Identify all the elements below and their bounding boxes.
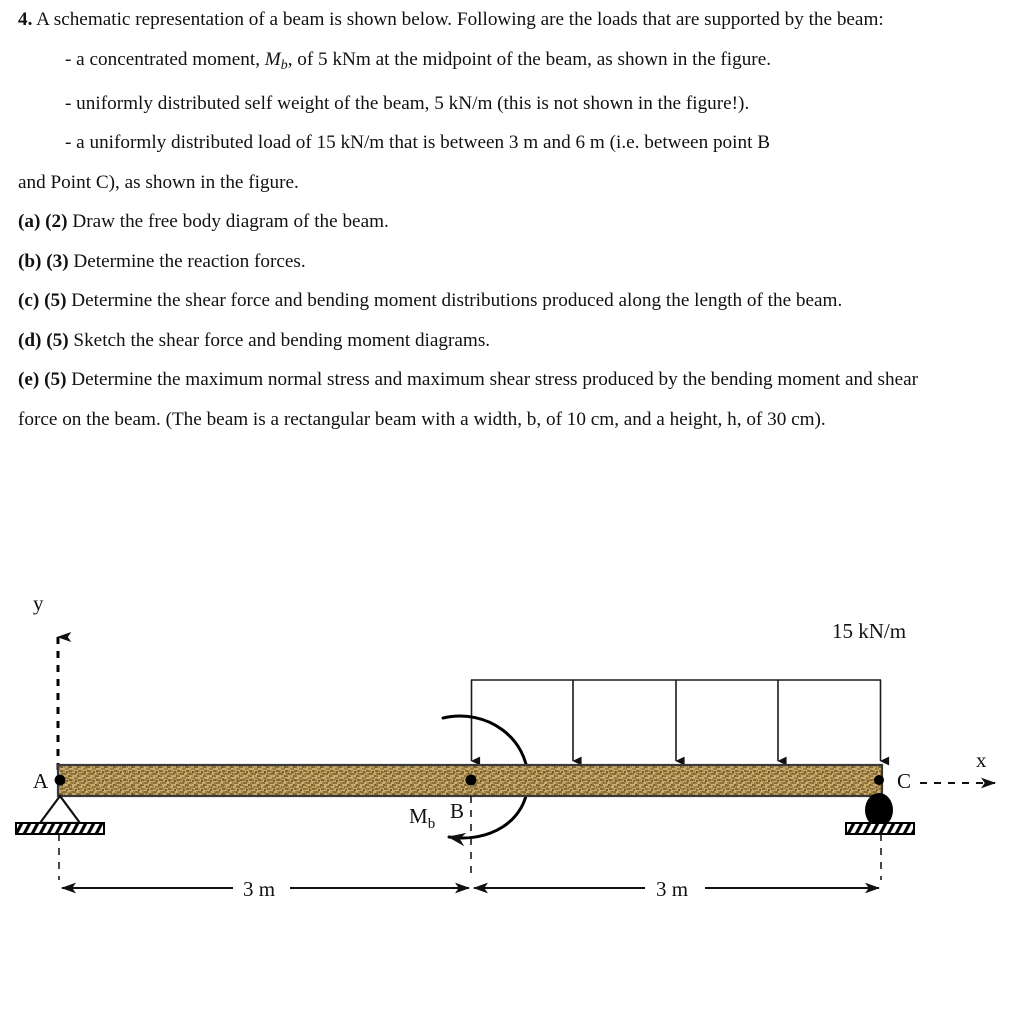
part-d-points: (5)	[46, 329, 69, 351]
part-c-text: Determine the shear force and bending moment distributions produced along the length of the beam.	[71, 290, 843, 312]
bullet-item-selfweight	[18, 84, 918, 124]
dimension-right	[474, 877, 879, 901]
distributed-load-group	[471, 619, 906, 761]
part-e-letter: (e)	[18, 369, 40, 391]
bullet-udl-text: - a uniformly distributed load of 15 kN/m that is between 3 m and 6 m (i.e. between point B	[65, 132, 771, 154]
part-b-text: Determine the reaction forces.	[73, 250, 306, 272]
ground-hatch-a	[16, 823, 104, 834]
problem-number: 4.	[18, 9, 33, 30]
problem-intro	[18, 0, 918, 40]
part-c-points: (5)	[44, 290, 67, 312]
ground-hatch-c	[846, 823, 914, 834]
part-b-points: (3)	[46, 250, 69, 272]
problem-part-e	[18, 360, 918, 439]
problem-intro-text: A schematic representation of a beam is shown below. Following are the loads that are supported by the beam:	[36, 9, 884, 30]
bullet-selfweight-text: - uniformly distributed self weight of the beam, 5 kN/m (this is not shown in the figure!).	[65, 92, 750, 114]
distributed-load-label: 15 kN/m	[832, 619, 907, 643]
dim-left-label: 3 m	[243, 877, 276, 901]
roller-support-c	[846, 793, 914, 834]
roller-ellipse	[865, 793, 893, 827]
y-axis-label: y	[33, 591, 44, 615]
part-e-points: (5)	[44, 369, 67, 391]
bullet-item-udl	[18, 123, 918, 163]
y-axis	[33, 591, 58, 770]
part-c-letter: (c)	[18, 290, 40, 312]
pin-support-a	[16, 796, 104, 834]
beam-schematic-figure	[0, 575, 1016, 925]
problem-part-a	[18, 202, 918, 242]
part-e-text: Determine the maximum normal stress and maximum shear stress produced by the bending moment and shear force on the beam. (The beam is a rectangular beam with a width, b, of 10 cm, and a height, h, of 30 cm).	[18, 369, 919, 430]
bullet-moment-pre: - a concentrated moment,	[65, 48, 265, 70]
bullet-udl-continuation: and Point C), as shown in the figure.	[18, 171, 299, 193]
part-d-letter: (d)	[18, 329, 42, 351]
x-axis-label: x	[976, 748, 987, 772]
node-dot-c	[874, 775, 884, 785]
part-a-letter: (a)	[18, 211, 41, 233]
bullet-moment-post: , of 5 kNm at the midpoint of the beam, as shown in the figure.	[287, 48, 772, 70]
part-d-text: Sketch the shear force and bending moment diagrams.	[73, 329, 491, 351]
problem-statement	[18, 0, 918, 439]
part-a-points: (2)	[45, 211, 68, 233]
point-b-label: B	[450, 799, 465, 823]
bullet-item-moment	[18, 40, 918, 84]
moment-label: $M_b$	[409, 804, 436, 832]
x-axis	[920, 748, 995, 783]
part-b-letter: (b)	[18, 250, 42, 272]
part-a-text: Draw the free body diagram of the beam.	[72, 211, 389, 233]
problem-part-d	[18, 321, 918, 361]
point-c-label: C	[897, 769, 912, 793]
point-a-label: A	[33, 769, 49, 793]
bullet-moment-symbol: M	[264, 48, 281, 70]
dimension-left	[62, 877, 469, 901]
pin-triangle	[40, 796, 80, 823]
node-dot-a	[55, 775, 66, 786]
node-dot-b	[466, 775, 477, 786]
dim-right-label: 3 m	[656, 877, 689, 901]
problem-part-b	[18, 242, 918, 282]
problem-part-c	[18, 281, 918, 321]
bullet-moment-subscript: b	[280, 56, 288, 72]
